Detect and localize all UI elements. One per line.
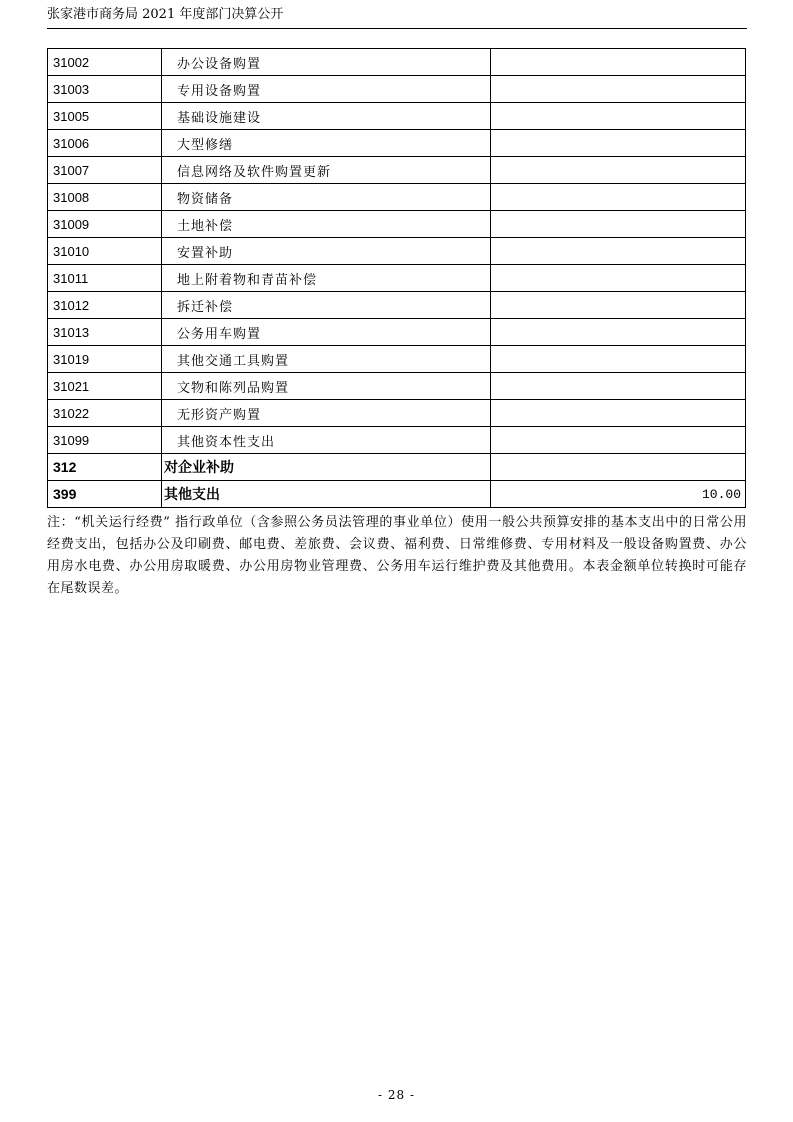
table-row [48,292,746,319]
row-name-text: 专用设备购置 [177,83,262,99]
table-row [48,481,746,508]
row-name-text: 其他资本性支出 [177,434,276,450]
row-amount-cell [491,319,746,346]
row-name-cell [162,157,491,184]
row-name-cell [162,211,491,238]
expenditure-table-body [48,49,746,508]
header-divider [47,28,747,29]
row-amount-cell [491,400,746,427]
row-name-cell [162,346,491,373]
row-code-cell: 399 [48,481,162,508]
table-row [48,400,746,427]
row-name-text: 大型修缮 [177,137,234,153]
row-name-text: 其他支出 [164,487,220,503]
row-code-cell: 31007 [48,157,162,184]
row-amount-cell: 10.00 [491,481,746,508]
row-amount-cell [491,373,746,400]
expenditure-table [47,48,746,508]
table-row [48,454,746,481]
row-name-text: 基础设施建设 [177,110,262,126]
row-code-cell: 31003 [48,76,162,103]
table-row [48,319,746,346]
row-name-text: 信息网络及软件购置更新 [177,164,332,180]
row-amount-cell [491,157,746,184]
row-amount-cell [491,103,746,130]
table-row [48,157,746,184]
row-name-cell [162,49,491,76]
row-amount-cell [491,454,746,481]
row-name-text: 公务用车购置 [177,326,262,342]
table-row [48,76,746,103]
row-name-text: 其他交通工具购置 [177,353,290,369]
row-amount-cell [491,238,746,265]
row-name-cell [162,319,491,346]
row-name-cell [162,238,491,265]
row-code-cell: 31002 [48,49,162,76]
row-code-cell: 31021 [48,373,162,400]
row-code-cell: 31008 [48,184,162,211]
row-code-cell: 31005 [48,103,162,130]
row-amount-cell [491,292,746,319]
table-row [48,49,746,76]
row-name-cell [162,427,491,454]
row-name-cell [162,400,491,427]
row-name-cell [162,481,491,508]
table-row [48,373,746,400]
table-row [48,346,746,373]
row-name-text: 安置补助 [177,245,234,261]
row-amount-cell [491,49,746,76]
row-code-cell: 31099 [48,427,162,454]
row-amount-cell [491,265,746,292]
row-name-text: 物资储备 [177,191,234,207]
row-name-text: 地上附着物和青苗补偿 [177,272,318,288]
row-code-cell: 31009 [48,211,162,238]
row-name-cell [162,292,491,319]
row-amount-cell [491,211,746,238]
row-amount-cell [491,346,746,373]
table-row [48,427,746,454]
row-name-text: 拆迁补偿 [177,299,234,315]
row-amount-cell [491,76,746,103]
page-number: - 28 - [377,1088,415,1102]
row-code-cell: 31011 [48,265,162,292]
row-code-cell: 31006 [48,130,162,157]
row-amount-cell [491,130,746,157]
row-name-cell [162,454,491,481]
row-code-cell: 31012 [48,292,162,319]
table-row [48,211,746,238]
table-footnote: 注：“机关运行经费” 指行政单位（含参照公务员法管理的事业单位）使用一般公共预算安排的基本支出中的日常公用经费支出，包括办公及印刷费、邮电费、差旅费、会议费、福利费、日常维修费、专用材料及一般设备购置费、办公用房水电费、办公用房取暖费、办公用房物业管理费、公务用车运行维护费及其他费用。本表金额单位转换时可能存在尾数误差。 [47,515,747,596]
table-row [48,238,746,265]
row-code-cell: 31013 [48,319,162,346]
row-name-text: 无形资产购置 [177,407,262,423]
row-name-cell [162,184,491,211]
row-name-cell [162,130,491,157]
table-row [48,130,746,157]
row-name-text: 对企业补助 [164,460,234,476]
row-code-cell: 31019 [48,346,162,373]
row-amount-cell [491,427,746,454]
row-name-text: 土地补偿 [177,218,234,234]
row-amount-cell [491,184,746,211]
row-code-cell: 312 [48,454,162,481]
row-name-text: 办公设备购置 [177,56,262,72]
table-row [48,184,746,211]
table-row [48,103,746,130]
row-name-cell [162,265,491,292]
row-name-text: 文物和陈列品购置 [177,380,290,396]
table-row [48,265,746,292]
row-code-cell: 31022 [48,400,162,427]
row-code-cell: 31010 [48,238,162,265]
row-name-cell [162,103,491,130]
row-name-cell [162,373,491,400]
page-header-title: 张家港市商务局 2021 年度部门决算公开 [47,7,284,22]
row-name-cell [162,76,491,103]
